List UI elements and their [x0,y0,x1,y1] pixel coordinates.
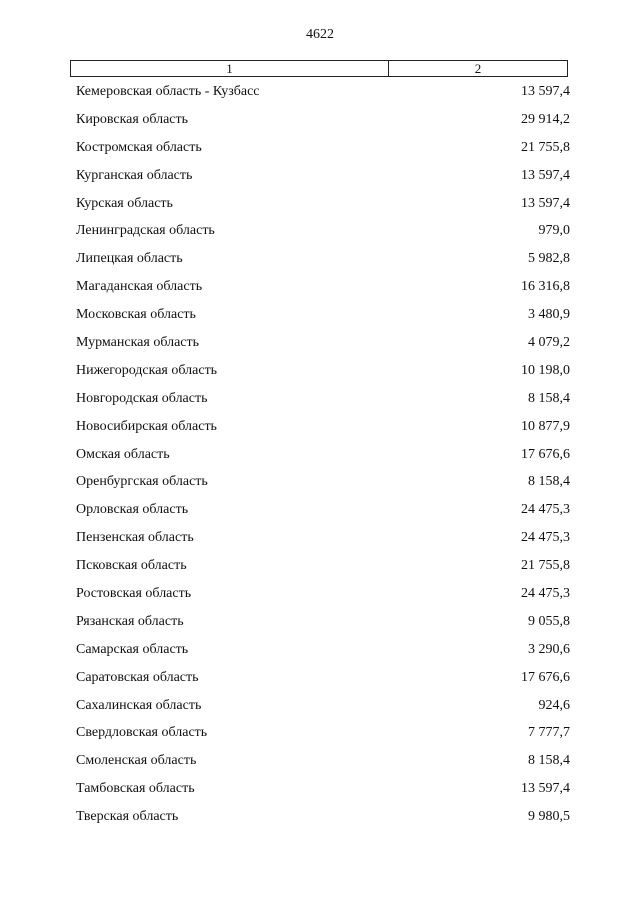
table-row [76,642,570,670]
region-value: 13 597,4 [521,167,570,183]
region-name: Пензенская область [76,530,194,546]
region-name: Новосибирская область [76,418,217,434]
region-name: Ростовская область [76,586,192,602]
region-name: Кировская область [76,111,189,127]
region-value: 13 597,4 [521,84,570,99]
region-value: 21 755,8 [521,558,570,574]
region-name: Магаданская область [76,279,203,295]
table-row [76,781,570,809]
table-row [76,168,570,196]
region-value: 5 982,8 [528,251,570,267]
table-body [76,84,570,837]
region-value: 21 755,8 [521,139,570,155]
region-value: 8 158,4 [528,474,570,490]
region-name: Саратовская область [76,669,199,685]
region-value: 10 877,9 [521,418,570,434]
region-name: Оренбургская область [76,474,208,490]
region-name: Нижегородская область [76,362,218,378]
region-name: Рязанская область [76,613,184,629]
region-value: 8 158,4 [528,753,570,769]
region-value: 24 475,3 [521,502,570,518]
table-row [76,279,570,307]
table-row [76,112,570,140]
table-row [76,753,570,781]
table-row [76,530,570,558]
table-row [76,698,570,726]
table-row [76,391,570,419]
region-name: Сахалинская область [76,697,202,713]
table-row [76,223,570,251]
region-name: Самарская область [76,641,189,657]
table-row [76,447,570,475]
table-row [76,307,570,335]
page-number: 4622 [306,27,334,42]
region-name: Московская область [76,307,196,323]
region-value: 29 914,2 [521,111,570,127]
region-value: 9 055,8 [528,613,570,629]
region-name: Ленинградская область [76,223,215,239]
region-name: Курганская область [76,167,193,183]
column-header-1: 1 [71,61,389,76]
region-name: Кемеровская область - Кузбасс [76,84,260,99]
region-name: Костромская область [76,139,202,155]
table-row [76,502,570,530]
table-row [76,614,570,642]
region-name: Липецкая область [76,251,183,267]
region-name: Псковская область [76,558,187,574]
table-row [76,670,570,698]
region-value: 17 676,6 [521,446,570,462]
table-row [76,558,570,586]
table-row [76,335,570,363]
region-value: 3 290,6 [528,641,570,657]
region-name: Смоленская область [76,753,197,769]
region-value: 7 777,7 [528,725,570,741]
table-row [76,140,570,168]
table-header [70,60,568,77]
region-value: 17 676,6 [521,669,570,685]
region-name: Курская область [76,195,173,211]
region-name: Свердловская область [76,725,208,741]
region-name: Тамбовская область [76,781,195,797]
table-row [76,474,570,502]
table-row [76,419,570,447]
table-row [76,84,570,112]
region-value: 3 480,9 [528,307,570,323]
region-value: 24 475,3 [521,586,570,602]
region-name: Омская область [76,446,170,462]
region-name: Орловская область [76,502,189,518]
region-value: 24 475,3 [521,530,570,546]
region-value: 16 316,8 [521,279,570,295]
table-row [76,586,570,614]
region-value: 9 980,5 [528,809,570,825]
region-name: Новгородская область [76,390,208,406]
region-value: 924,6 [538,697,570,713]
table-row [76,363,570,391]
region-name: Мурманская область [76,335,200,351]
table-row [76,725,570,753]
table-row [76,251,570,279]
region-value: 8 158,4 [528,390,570,406]
region-value: 10 198,0 [521,362,570,378]
column-header-2: 2 [474,61,482,76]
table-row [76,809,570,837]
region-value: 979,0 [538,223,570,239]
region-value: 13 597,4 [521,195,570,211]
table-row [76,196,570,224]
region-value: 4 079,2 [528,335,570,351]
region-value: 13 597,4 [521,781,570,797]
region-name: Тверская область [76,809,179,825]
